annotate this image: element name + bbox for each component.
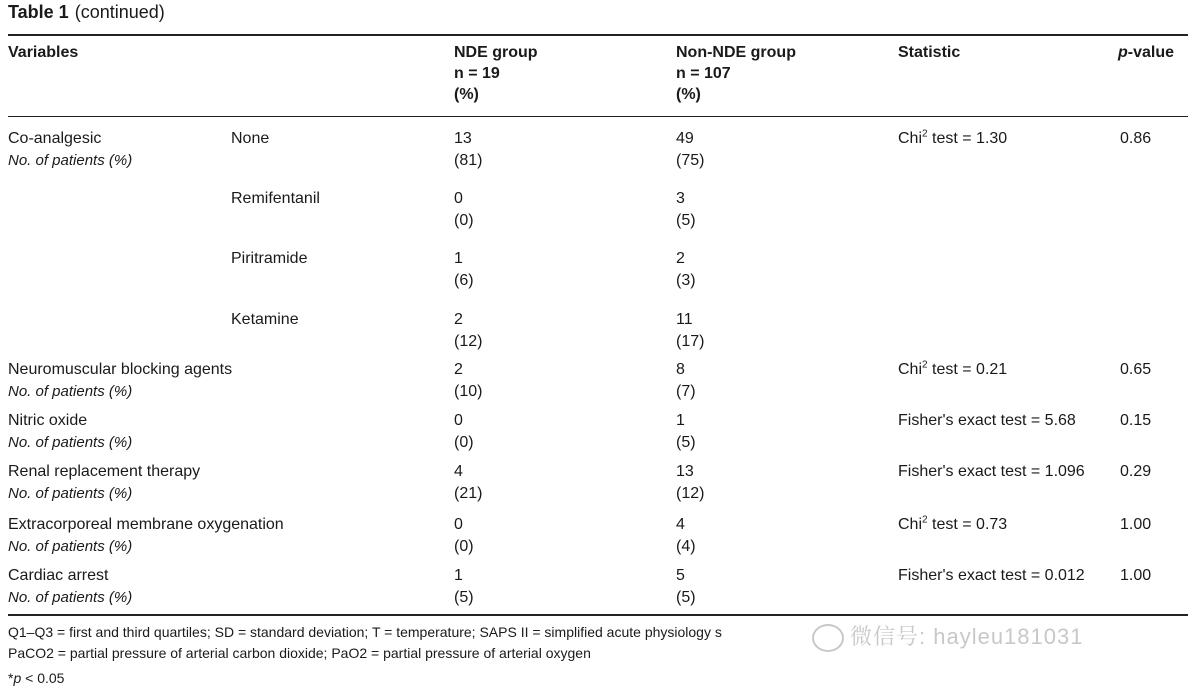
header-statistic: Statistic — [898, 44, 961, 61]
non-nde-count: 13 — [676, 463, 694, 480]
nde-percent: (0) — [454, 212, 474, 229]
variable-name: Nitric oxide — [8, 412, 88, 429]
footnote-significance — [8, 668, 64, 688]
variable-unit: No. of patients (%) — [8, 485, 133, 502]
non-nde-percent: (75) — [676, 152, 705, 169]
statistic-test: Chi — [898, 361, 923, 378]
header-non-nde-label: Non-NDE group — [676, 44, 796, 61]
nde-count: 1 — [454, 567, 463, 584]
p-value: 0.65 — [1120, 361, 1152, 378]
bottom-rule — [8, 614, 1188, 616]
non-nde-percent: (3) — [676, 272, 696, 289]
statistic-value — [898, 514, 1007, 536]
non-nde-count: 49 — [676, 130, 694, 147]
nde-count: 13 — [454, 130, 472, 147]
non-nde-percent: (5) — [676, 589, 696, 606]
variable-unit: No. of patients (%) — [8, 434, 133, 451]
statistic-test: Chi — [898, 130, 923, 147]
variable-name: Co-analgesic — [8, 130, 102, 147]
top-rule — [8, 34, 1188, 36]
statistic-test: Fisher's exact test = 1.096 — [898, 463, 1085, 480]
nde-count: 0 — [454, 190, 463, 207]
variable-unit: No. of patients (%) — [8, 538, 133, 555]
non-nde-percent: (5) — [676, 434, 696, 451]
p-value: 0.29 — [1120, 463, 1152, 480]
variable-name: Renal replacement therapy — [8, 463, 201, 480]
variable-name: Neuromuscular blocking agents — [8, 361, 233, 378]
nde-count: 4 — [454, 463, 463, 480]
statistic-superscript: 2 — [922, 359, 928, 371]
nde-percent: (6) — [454, 272, 474, 289]
category-label: Remifentanil — [231, 190, 320, 207]
statistic-superscript: 2 — [922, 128, 928, 140]
non-nde-percent: (12) — [676, 485, 705, 502]
table-title — [8, 2, 165, 23]
non-nde-count: 3 — [676, 190, 685, 207]
category-label: Piritramide — [231, 250, 308, 267]
header-non-nde-group — [676, 42, 796, 105]
watermark — [812, 620, 1083, 652]
statistic-value — [898, 461, 1085, 483]
nde-percent: (0) — [454, 538, 474, 555]
statistic-test: Fisher's exact test = 0.012 — [898, 567, 1085, 584]
table-title-continued: (continued) — [74, 2, 165, 22]
p-value: 1.00 — [1120, 567, 1152, 584]
statistic-superscript: 2 — [922, 514, 928, 526]
category-label: Ketamine — [231, 311, 299, 328]
statistic-value — [898, 410, 1076, 432]
non-nde-percent: (4) — [676, 538, 696, 555]
statistic-result: test = 1.30 — [927, 130, 1008, 147]
non-nde-count: 8 — [676, 361, 685, 378]
nde-percent: (0) — [454, 434, 474, 451]
statistic-result: test = 0.73 — [927, 516, 1008, 533]
wechat-icon — [812, 624, 844, 652]
nde-percent: (5) — [454, 589, 474, 606]
nde-count: 2 — [454, 311, 463, 328]
header-nde-n: n = 19 — [454, 65, 500, 82]
variable-unit: No. of patients (%) — [8, 383, 133, 400]
non-nde-count: 11 — [676, 311, 693, 328]
header-nde-group — [454, 42, 538, 105]
category-label: None — [231, 130, 270, 147]
footnote-threshold: < 0.05 — [21, 670, 65, 686]
variable-name: Extracorporeal membrane oxygenation — [8, 516, 284, 533]
non-nde-count: 4 — [676, 516, 685, 533]
header-nde-pct: (%) — [454, 86, 479, 103]
statistic-value — [898, 359, 1007, 381]
non-nde-percent: (17) — [676, 333, 705, 350]
nde-count: 0 — [454, 412, 463, 429]
nde-count: 2 — [454, 361, 463, 378]
variable-unit: No. of patients (%) — [8, 152, 133, 169]
variable-name: Cardiac arrest — [8, 567, 109, 584]
header-p-rest: -value — [1127, 44, 1175, 61]
footnote-abbreviations-2: PaCO2 = partial pressure of arterial carbon dioxide; PaO2 = partial pressure of arterial oxygen — [8, 645, 591, 661]
statistic-result: test = 0.21 — [927, 361, 1008, 378]
footnote-abbreviations-1: Q1–Q3 = first and third quartiles; SD = standard deviation; T = temperature; SAPS II = simplified acute physiology s — [8, 624, 722, 640]
p-value: 0.15 — [1120, 412, 1152, 429]
variable-unit: No. of patients (%) — [8, 589, 133, 606]
statistic-test: Fisher's exact test = 5.68 — [898, 412, 1076, 429]
nde-percent: (21) — [454, 485, 483, 502]
header-non-nde-n: n = 107 — [676, 65, 731, 82]
non-nde-count: 5 — [676, 567, 685, 584]
header-non-nde-pct: (%) — [676, 86, 701, 103]
header-p-italic: p — [1118, 44, 1128, 61]
watermark-text: 微信号: hayleu181031 — [850, 624, 1084, 649]
header-nde-label: NDE group — [454, 44, 538, 61]
non-nde-percent: (7) — [676, 383, 696, 400]
table-title-label: Table 1 — [8, 2, 69, 22]
non-nde-percent: (5) — [676, 212, 696, 229]
nde-percent: (12) — [454, 333, 483, 350]
nde-percent: (81) — [454, 152, 483, 169]
statistic-test: Chi — [898, 516, 923, 533]
non-nde-count: 2 — [676, 250, 685, 267]
statistic-value — [898, 565, 1085, 587]
footnote-star: * — [8, 670, 14, 686]
header-p-value — [1118, 42, 1174, 63]
footnote-p: p — [13, 670, 22, 686]
nde-percent: (10) — [454, 383, 483, 400]
nde-count: 0 — [454, 516, 463, 533]
p-value: 1.00 — [1120, 516, 1152, 533]
p-value: 0.86 — [1120, 130, 1152, 147]
non-nde-count: 1 — [676, 412, 685, 429]
statistic-value — [898, 128, 1007, 150]
header-variables: Variables — [8, 44, 79, 61]
nde-count: 1 — [454, 250, 463, 267]
header-rule — [8, 116, 1188, 117]
